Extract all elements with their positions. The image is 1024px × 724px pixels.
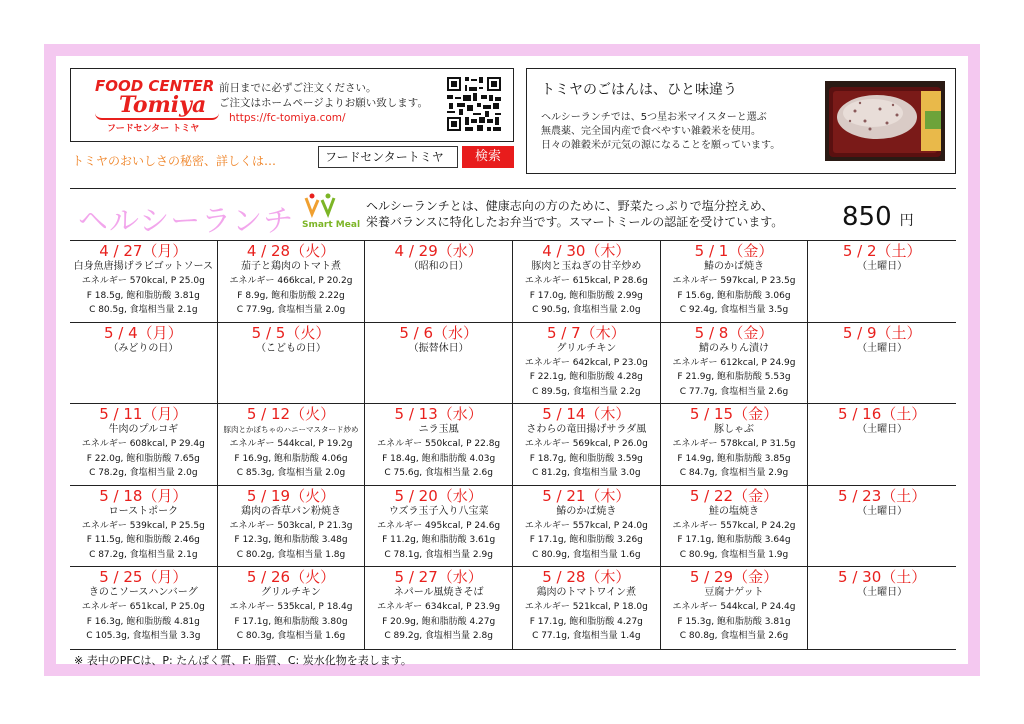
desc-line1: ヘルシーランチとは、健康志向の方のために、野菜たっぷりで塩分控えめ、 (366, 199, 774, 213)
notice-line2: ご注文はホームページよりお願い致します。 (219, 97, 428, 109)
price-value: 850 (842, 202, 892, 232)
price-unit: 円 (899, 213, 914, 229)
calendar-cell (808, 567, 956, 649)
smart-meal-icon (302, 192, 346, 220)
smart-meal-logo (302, 192, 362, 234)
price (842, 202, 914, 232)
cell-date: 5 / 14（木） (542, 405, 631, 424)
cell-dish: 鰆のかば焼き (703, 261, 764, 272)
cell-nutrition-carb: C 90.5g, 食塩相当量 2.0g (532, 305, 641, 315)
cell-nutrition-energy: エネルギー 557kcal, P 24.0g (524, 520, 648, 531)
cell-nutrition-fat: F 12.3g, 飽和脂肪酸 3.48g (234, 535, 348, 546)
calendar-cell (808, 486, 956, 568)
cell-nutrition-fat: F 15.6g, 飽和脂肪酸 3.06g (677, 290, 791, 301)
calendar-cell (70, 567, 218, 649)
cell-date: 5 / 23（土） (838, 486, 927, 505)
calendar-cell (70, 404, 218, 486)
cell-nutrition-carb: C 85.3g, 食塩相当量 2.0g (236, 468, 346, 479)
logo-line3: フードセンター トミヤ (107, 124, 200, 134)
cell-date: 5 / 12（火） (246, 405, 336, 424)
cell-holiday: （土曜日） (857, 505, 908, 517)
cell-dish: ウズラ玉子入り八宝菜 (388, 505, 489, 517)
search-button[interactable]: 検索 (462, 146, 514, 168)
cell-holiday: （土曜日） (857, 342, 908, 354)
cell-date: 5 / 21（木） (542, 486, 631, 505)
cell-nutrition-carb: C 80.5g, 食塩相当量 2.1g (89, 305, 198, 315)
cell-nutrition-carb: C 77.9g, 食塩相当量 2.0g (236, 305, 346, 315)
cell-nutrition-energy: エネルギー 539kcal, P 25.5g (81, 520, 205, 531)
calendar-cell (365, 323, 513, 405)
cell-date: 5 / 7（木） (546, 323, 626, 342)
cell-date: 5 / 30（土） (838, 568, 927, 587)
rice-line1: ヘルシーランチでは、5つ星お米マイスターと選ぶ (541, 112, 767, 123)
calendar-cell (365, 486, 513, 568)
footnote: ※ 表中のPFCは、P: たんぱく質、F: 脂質、C: 炭水化物を表します。 (74, 654, 412, 667)
cell-date: 4 / 28（火） (246, 242, 336, 260)
cell-holiday: （振替休日） (408, 342, 469, 354)
cell-date: 5 / 4（月） (103, 323, 183, 342)
cell-nutrition-carb: C 80.3g, 食塩相当量 1.6g (236, 631, 346, 642)
cell-date: 5 / 18（月） (99, 486, 188, 505)
bento-photo-icon (825, 81, 945, 161)
cell-date: 5 / 2（土） (842, 242, 922, 260)
cell-nutrition-carb: C 80.2g, 食塩相当量 1.8g (236, 549, 346, 560)
cell-date: 5 / 25（月） (99, 568, 188, 587)
cell-nutrition-energy: エネルギー 521kcal, P 18.0g (524, 602, 648, 613)
food-center-logo (91, 75, 223, 135)
cell-date: 5 / 26（火） (246, 568, 336, 587)
cell-nutrition-energy: エネルギー 642kcal, P 23.0g (524, 357, 648, 368)
cell-date: 5 / 8（金） (694, 323, 774, 342)
desc-line2: 栄養バランスに特化したお弁当です。スマートミールの認証を受けています。 (366, 215, 784, 229)
cell-nutrition-fat: F 22.1g, 飽和脂肪酸 4.28g (529, 372, 643, 383)
calendar-cell (661, 567, 809, 649)
cell-nutrition-fat: F 17.1g, 飽和脂肪酸 3.64g (677, 535, 791, 546)
cell-date: 5 / 16（土） (838, 405, 927, 424)
cell-nutrition-carb: C 78.2g, 食塩相当量 2.0g (89, 468, 198, 479)
info-box (70, 68, 514, 142)
cell-nutrition-energy: エネルギー 612kcal, P 24.9g (672, 357, 796, 368)
cell-nutrition-fat: F 17.1g, 飽和脂肪酸 3.26g (529, 535, 643, 546)
cell-nutrition-fat: F 18.4g, 飽和脂肪酸 4.03g (382, 453, 496, 464)
calendar-cell (218, 404, 366, 486)
cell-nutrition-energy: エネルギー 597kcal, P 23.5g (672, 276, 796, 286)
cell-dish: グリルチキン (556, 342, 617, 354)
cell-dish: 白身魚唐揚げラビゴットソース (73, 261, 213, 272)
cell-dish: 鯖のみりん漬け (698, 342, 769, 354)
calendar-cell (70, 486, 218, 568)
cell-nutrition-energy: エネルギー 503kcal, P 21.3g (229, 520, 353, 531)
smart-meal-text: Smart Meal (302, 220, 361, 230)
cell-dish: 牛肉のプルコギ (108, 424, 179, 436)
calendar-cell (70, 323, 218, 405)
cell-dish: さわらの竜田揚げサラダ風 (526, 424, 647, 436)
calendar-cell (218, 323, 366, 405)
cell-date: 5 / 1（金） (694, 242, 774, 260)
cell-nutrition-fat: F 20.9g, 飽和脂肪酸 4.27g (382, 616, 496, 627)
cell-nutrition-carb: C 77.7g, 食塩相当量 2.6g (679, 386, 789, 397)
cell-nutrition-carb: C 80.9g, 食塩相当量 1.6g (532, 549, 641, 560)
cell-holiday: （土曜日） (857, 261, 908, 272)
cell-nutrition-energy: エネルギー 544kcal, P 19.2g (229, 439, 353, 450)
cell-nutrition-energy: エネルギー 466kcal, P 20.2g (229, 276, 353, 286)
cell-date: 5 / 13（水） (394, 405, 483, 424)
rice-title: トミヤのごはんは、ひと味違う (541, 82, 737, 98)
calendar-cell (808, 241, 956, 323)
rice-line2: 無農薬、完全国内産で食べやすい雑穀米を使用。 (541, 126, 761, 137)
cell-nutrition-energy: エネルギー 651kcal, P 25.0g (81, 602, 205, 613)
cell-nutrition-energy: エネルギー 544kcal, P 24.4g (672, 602, 796, 613)
calendar-cell (661, 486, 809, 568)
cell-holiday: （昭和の日） (408, 261, 469, 272)
cell-date: 5 / 6（水） (399, 323, 478, 342)
calendar-cell (661, 323, 809, 405)
calendar-cell (513, 486, 661, 568)
calendar-cell (218, 486, 366, 568)
cell-date: 5 / 19（火） (246, 486, 336, 505)
cell-nutrition-carb: C 77.1g, 食塩相当量 1.4g (532, 631, 641, 642)
cell-nutrition-carb: C 80.8g, 食塩相当量 2.6g (679, 631, 789, 642)
cell-nutrition-carb: C 78.1g, 食塩相当量 2.9g (384, 549, 493, 560)
cell-date: 5 / 9（土） (842, 323, 922, 342)
logo-line2: Tomiya (119, 92, 207, 118)
calendar-cell (808, 404, 956, 486)
cell-dish: きのこソースハンバーグ (88, 587, 198, 599)
order-notice (219, 81, 428, 126)
calendar-cell (218, 241, 366, 323)
cell-dish: 豚しゃぶ (713, 424, 754, 436)
cell-date: 5 / 22（金） (689, 486, 779, 505)
cell-nutrition-fat: F 16.9g, 飽和脂肪酸 4.06g (234, 453, 348, 464)
cell-nutrition-carb: C 87.2g, 食塩相当量 2.1g (89, 549, 198, 560)
rice-info-box (526, 68, 956, 174)
notice-line1: 前日までに必ずご注文ください。 (219, 82, 377, 94)
cell-date: 5 / 20（水） (394, 486, 483, 505)
calendar-cell (365, 241, 513, 323)
cell-nutrition-carb: C 89.5g, 食塩相当量 2.2g (532, 386, 641, 397)
cell-nutrition-fat: F 17.0g, 飽和脂肪酸 2.99g (529, 290, 643, 301)
logo-line1: FOOD CENTER (95, 77, 215, 95)
cell-date: 4 / 29（水） (394, 242, 483, 260)
cell-dish: 豚肉とかぼちゃのハニーマスタード炒め (223, 425, 359, 435)
logo-swoosh (95, 113, 219, 120)
secret-text: トミヤのおいしさの秘密、詳しくは… (72, 154, 277, 168)
cell-nutrition-energy: エネルギー 550kcal, P 22.8g (377, 439, 501, 450)
calendar-cell (365, 567, 513, 649)
calendar-cell (70, 241, 218, 323)
cell-date: 5 / 11（月） (99, 405, 188, 424)
cell-nutrition-fat: F 21.9g, 飽和脂肪酸 5.53g (677, 372, 791, 383)
cell-nutrition-fat: F 11.5g, 飽和脂肪酸 2.46g (86, 535, 200, 546)
cell-nutrition-fat: F 18.7g, 飽和脂肪酸 3.59g (529, 453, 643, 464)
calendar-cell (661, 241, 809, 323)
calendar-cell (218, 567, 366, 649)
cell-holiday: （こどもの日） (255, 342, 326, 354)
cell-date: 5 / 5（火） (251, 323, 331, 342)
cell-nutrition-energy: エネルギー 569kcal, P 26.0g (524, 439, 648, 450)
rice-description (541, 111, 780, 153)
cell-nutrition-fat: F 22.0g, 飽和脂肪酸 7.65g (86, 453, 200, 464)
page-title: ヘルシーランチ (78, 204, 295, 239)
cell-nutrition-carb: C 92.4g, 食塩相当量 3.5g (679, 305, 789, 315)
cell-dish: 鮭の塩焼き (708, 505, 759, 517)
cell-nutrition-fat: F 14.9g, 飽和脂肪酸 3.85g (677, 453, 791, 464)
cell-nutrition-carb: C 89.2g, 食塩相当量 2.8g (384, 631, 493, 642)
calendar-cell (661, 404, 809, 486)
cell-nutrition-carb: C 105.3g, 食塩相当量 3.3g (86, 631, 201, 642)
cell-dish: 鶏肉のトマトワイン煮 (536, 587, 637, 599)
cell-nutrition-fat: F 17.1g, 飽和脂肪酸 3.80g (234, 616, 348, 627)
cell-date: 4 / 30（木） (542, 242, 631, 260)
cell-nutrition-fat: F 16.3g, 飽和脂肪酸 4.81g (86, 616, 200, 627)
cell-nutrition-fat: F 15.3g, 飽和脂肪酸 3.81g (677, 616, 791, 627)
cell-nutrition-fat: F 17.1g, 飽和脂肪酸 4.27g (529, 616, 643, 627)
calendar-cell (513, 323, 661, 405)
cell-nutrition-carb: C 84.7g, 食塩相当量 2.9g (679, 468, 789, 479)
calendar-cell (365, 404, 513, 486)
cell-nutrition-carb: C 80.9g, 食塩相当量 1.9g (679, 549, 789, 560)
rice-line3: 日々の雑穀米が元気の源になることを願っています。 (541, 140, 781, 151)
cell-dish: グリルチキン (261, 587, 321, 599)
menu-calendar (70, 240, 956, 650)
cell-nutrition-energy: エネルギー 634kcal, P 23.9g (377, 602, 501, 613)
cell-date: 5 / 15（金） (689, 405, 779, 424)
calendar-cell (513, 241, 661, 323)
calendar-cell (513, 567, 661, 649)
cell-dish: ローストポーク (108, 505, 179, 517)
cell-date: 5 / 29（金） (689, 568, 779, 587)
calendar-cell (808, 323, 956, 405)
cell-dish: 茄子と鶏肉のトマト煮 (240, 261, 341, 272)
website-url-link[interactable]: https://fc-tomiya.com/ (229, 112, 346, 124)
cell-nutrition-energy: エネルギー 570kcal, P 25.0g (81, 276, 205, 286)
cell-nutrition-energy: エネルギー 535kcal, P 18.4g (229, 602, 353, 613)
search-input[interactable]: フードセンタートミヤ (318, 146, 458, 168)
cell-date: 5 / 27（水） (394, 568, 483, 587)
calendar-cell (513, 404, 661, 486)
cell-dish: 鰆のかば焼き (556, 505, 617, 517)
cell-nutrition-fat: F 11.2g, 飽和脂肪酸 3.61g (382, 535, 496, 546)
cell-nutrition-carb: C 75.6g, 食塩相当量 2.6g (384, 468, 493, 479)
cell-nutrition-energy: エネルギー 557kcal, P 24.2g (672, 520, 796, 531)
cell-dish: 鶏肉の香草パン粉焼き (240, 505, 341, 517)
cell-nutrition-energy: エネルギー 578kcal, P 31.5g (672, 439, 796, 450)
cell-nutrition-carb: C 81.2g, 食塩相当量 3.0g (532, 468, 641, 479)
cell-dish: ニラ玉風 (418, 424, 459, 436)
cell-nutrition-energy: エネルギー 608kcal, P 29.4g (81, 439, 205, 450)
cell-holiday: （土曜日） (857, 424, 908, 436)
cell-dish: ネパール風焼きそば (393, 587, 484, 599)
cell-nutrition-energy: エネルギー 615kcal, P 28.6g (524, 276, 648, 286)
cell-date: 4 / 27（月） (99, 242, 188, 260)
cell-dish: 豆腐ナゲット (704, 587, 764, 599)
cell-nutrition-energy: エネルギー 495kcal, P 24.6g (377, 520, 501, 531)
header-divider (70, 188, 956, 189)
cell-holiday: （みどりの日） (108, 342, 179, 354)
cell-nutrition-fat: F 18.5g, 飽和脂肪酸 3.81g (86, 290, 200, 301)
cell-date: 5 / 28（木） (542, 568, 631, 587)
qr-code-icon[interactable] (445, 75, 503, 133)
cell-holiday: （土曜日） (857, 587, 908, 599)
cell-dish: 豚肉と玉ねぎの甘辛炒め (531, 261, 642, 272)
lunch-description (366, 198, 783, 230)
cell-nutrition-fat: F 8.9g, 飽和脂肪酸 2.22g (237, 290, 345, 301)
